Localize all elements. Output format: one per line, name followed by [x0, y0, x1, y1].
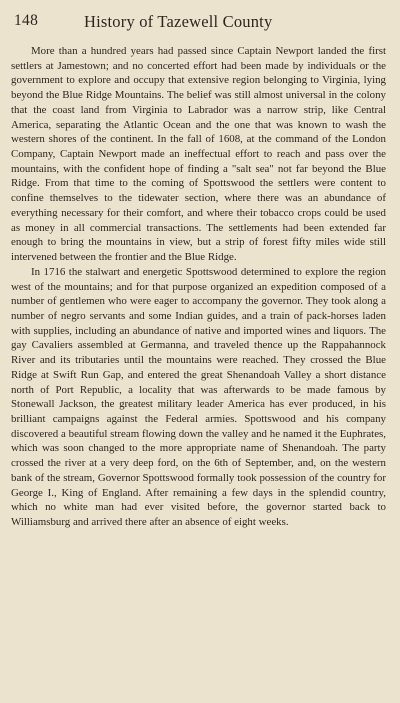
page-number: 148: [14, 12, 39, 29]
paragraph: More than a hundred years had passed since Captain Newport landed the first settlers at Jamestown; and no concerted effort had been made by individuals or the government to explore and occupy that extensive region belonging to Virginia, lying beyond the Blue Ridge Mountains. The belief was still almost universal in the colony that the coast land from Virginia to Labrador was a narrow strip, like Central America, separating the Atlantic Ocean and the one that was known to wash the western shores of the continent. In the fall of 1608, at the command of the London Company, Captain Newport made an ineffectual effort to reach and pass over the mountains, with the confident hope of finding a "salt sea" not far beyond the Blue Ridge. From that time to the coming of Spottswood the settlers were content to confine themselves to the tidewater section, where there was an abundance of everything necessary for their comfort, and where their tobacco crops could be used as money in all commercial transactions. The settlements had been extended far enough to bring the mountains in view, but a strip of forest fifty miles wide still intervened between the frontier and the Blue Ridge.: [11, 45, 386, 264]
paragraph: In 1716 the stalwart and energetic Spottswood determined to explore the region west of the mountains; and for that purpose organized an expedition composed of a number of gentlemen who were eager to accompany the governor. They took along a number of negro servants and some Indian guides, and a train of pack-horses laden with supplies, including an abundance of native and imported wines and liquors. The gay Cavaliers assembled at Germanna, and traveled thence up the Rappahannock River and its tributaries until the mountains were reached. They crossed the Blue Ridge at Swift Run Gap, and entered the great Shenandoah Valley a short distance north of Port Republic, a locality that was afterwards to be made famous by Stonewall Jackson, the greatest military leader America has ever produced, in his brilliant campaigns against the Federal armies. Spottswood and his company discovered a beautiful stream flowing down the valley and he named it the Euphrates, which was soon changed to the more appropriate name of Shenandoah. The party crossed the river at a very deep ford, on the 6th of September, and, on the western bank of the stream, Governor Spottswood formally took possession of the country for George I., King of England. After remaining a few days in the splendid country, which no white man had ever visited before, the governor started back to Williamsburg and arrived there after an absence of eight weeks.: [11, 265, 386, 528]
running-head: History of Tazewell County: [84, 12, 273, 31]
body-text: [11, 44, 386, 530]
page-header: [11, 8, 386, 36]
